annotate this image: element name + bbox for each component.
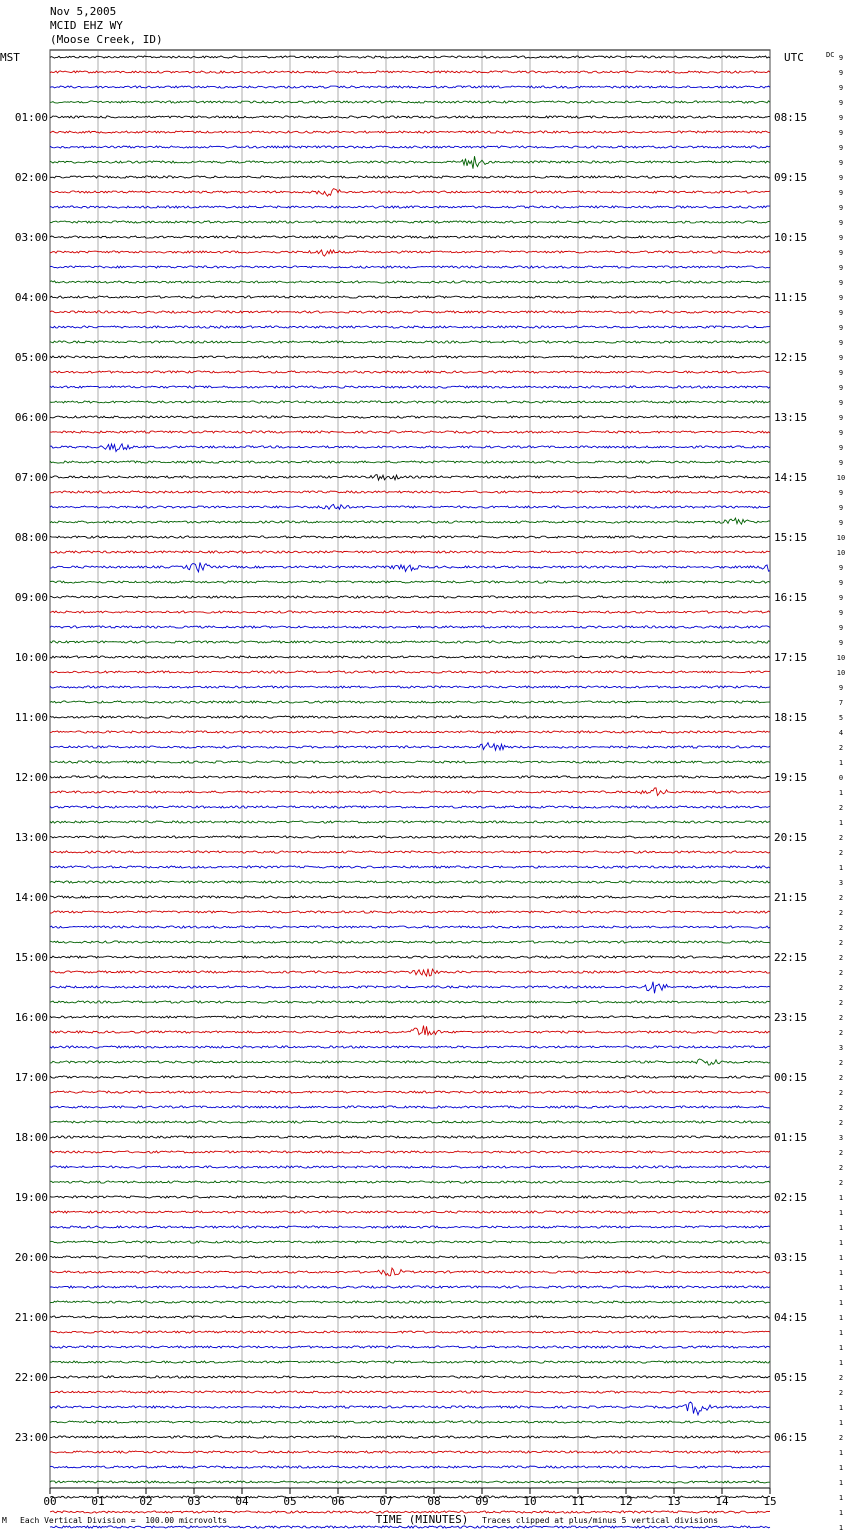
- trace-row: [50, 701, 770, 703]
- utc-hour-label: 00:15: [774, 1071, 808, 1084]
- utc-hour-label: 12:15: [774, 351, 808, 364]
- dc-offset-value: 2: [838, 744, 844, 752]
- right-timezone-label: UTC: [784, 51, 804, 64]
- dc-offset-value: 3: [838, 879, 844, 887]
- x-tick-label: 03: [187, 1495, 201, 1508]
- dc-offset-value: 1: [838, 1404, 844, 1412]
- dc-offset-value: 1: [838, 1494, 844, 1502]
- dc-offset-value: 9: [838, 504, 844, 512]
- mst-hour-label: 15:00: [14, 951, 48, 964]
- trace-row: [50, 1346, 770, 1348]
- trace-row: [50, 611, 770, 613]
- trace-row: [50, 1286, 770, 1288]
- utc-hour-label: 09:15: [774, 171, 808, 184]
- trace-row: [50, 671, 770, 673]
- utc-hour-label: 03:15: [774, 1251, 808, 1264]
- utc-hour-label: 14:15: [774, 471, 808, 484]
- trace-row: [50, 581, 770, 583]
- dc-offset-value: 10: [836, 474, 846, 482]
- trace-row: [50, 266, 770, 268]
- mst-hour-label: 09:00: [14, 591, 48, 604]
- dc-offset-value: 2: [838, 1104, 844, 1112]
- dc-offset-value: 1: [838, 1269, 844, 1277]
- header-location: (Moose Creek, ID): [50, 33, 163, 46]
- trace-row: [50, 1316, 770, 1318]
- dc-offset-value: 2: [838, 1374, 844, 1382]
- x-tick-label: 11: [571, 1495, 585, 1508]
- trace-row: [50, 281, 770, 283]
- x-axis-title: TIME (MINUTES): [375, 1513, 469, 1526]
- trace-row: [50, 1136, 770, 1138]
- header-date: Nov 5,2005: [50, 5, 117, 18]
- dc-offset-value: 9: [838, 519, 844, 527]
- mst-hour-label: 05:00: [14, 351, 48, 364]
- mst-hour-label: 16:00: [14, 1011, 48, 1024]
- trace-row: [50, 221, 770, 223]
- x-tick-label: 01: [91, 1495, 105, 1508]
- dc-offset-value: 9: [838, 489, 844, 497]
- dc-offset-value: 1: [838, 1464, 844, 1472]
- mst-hour-label: 06:00: [14, 411, 48, 424]
- trace-row: [50, 101, 770, 103]
- mst-hour-label: 07:00: [14, 471, 48, 484]
- trace-row: [50, 116, 770, 118]
- dc-offset-value: 2: [838, 969, 844, 977]
- trace-row: [50, 686, 770, 688]
- trace-row: [50, 56, 770, 58]
- trace-row: [50, 326, 770, 328]
- trace-row: [50, 551, 770, 553]
- utc-hour-label: 16:15: [774, 591, 808, 604]
- dc-offset-value: 4: [838, 729, 844, 737]
- trace-row: [50, 416, 770, 418]
- trace-row: [50, 296, 770, 298]
- trace-row: [50, 1076, 770, 1078]
- trace-row: [50, 1166, 770, 1168]
- trace-row: [50, 641, 770, 643]
- dc-offset-value: 9: [838, 309, 844, 317]
- x-tick-label: 15: [763, 1495, 777, 1508]
- dc-offset-value: 1: [838, 759, 844, 767]
- trace-row: [50, 743, 770, 751]
- trace-row: [50, 131, 770, 133]
- time-labels: [15, 54, 845, 1534]
- dc-offset-value: 2: [838, 924, 844, 932]
- utc-hour-label: 04:15: [774, 1311, 808, 1324]
- dc-offset-value: 1: [838, 1209, 844, 1217]
- left-timezone-label: MST: [0, 51, 20, 64]
- trace-row: [50, 1226, 770, 1228]
- trace-row: [50, 311, 770, 313]
- utc-hour-label: 21:15: [774, 891, 808, 904]
- dc-offset-value: 9: [838, 204, 844, 212]
- trace-row: [50, 189, 770, 197]
- trace-row: [50, 1481, 770, 1483]
- dc-offset-value: 2: [838, 1164, 844, 1172]
- dc-offset-value: 3: [838, 1044, 844, 1052]
- trace-row: [50, 1121, 770, 1123]
- dc-offset-value: 10: [836, 549, 846, 557]
- trace-row: [50, 444, 770, 452]
- trace-row: [50, 716, 770, 718]
- dc-offset-value: 0: [838, 774, 844, 782]
- dc-offset-value: 1: [838, 1419, 844, 1427]
- trace-row: [50, 969, 770, 976]
- mst-hour-label: 13:00: [14, 831, 48, 844]
- dc-offset-value: 9: [838, 444, 844, 452]
- dc-offset-value: 10: [836, 669, 846, 677]
- trace-row: [50, 806, 770, 808]
- trace-row: [50, 1436, 770, 1438]
- dc-offset-value: 10: [836, 654, 846, 662]
- utc-hour-label: 20:15: [774, 831, 808, 844]
- dc-offset-value: 9: [838, 354, 844, 362]
- mst-hour-label: 10:00: [14, 651, 48, 664]
- trace-row: [50, 1256, 770, 1258]
- trace-row: [50, 1211, 770, 1213]
- dc-offset-value: 9: [838, 339, 844, 347]
- trace-row: [50, 1059, 770, 1065]
- trace-row: [50, 788, 770, 796]
- trace-row: [50, 1026, 770, 1035]
- mst-hour-label: 02:00: [14, 171, 48, 184]
- trace-row: [50, 941, 770, 943]
- trace-row: [50, 1402, 770, 1415]
- trace-row: [50, 1331, 770, 1333]
- utc-hour-label: 05:15: [774, 1371, 808, 1384]
- mst-hour-label: 22:00: [14, 1371, 48, 1384]
- trace-row: [50, 1451, 770, 1453]
- dc-offset-value: 2: [838, 894, 844, 902]
- x-tick-label: 13: [667, 1495, 681, 1508]
- trace-row: [50, 475, 770, 481]
- utc-hour-label: 10:15: [774, 231, 808, 244]
- trace-row: [50, 356, 770, 358]
- dc-offset-value: 3: [838, 1134, 844, 1142]
- mst-hour-label: 11:00: [14, 711, 48, 724]
- dc-offset-value: 1: [838, 1224, 844, 1232]
- x-tick-label: 09: [475, 1495, 489, 1508]
- dc-offset-value: 2: [838, 804, 844, 812]
- trace-row: [50, 1466, 770, 1468]
- dc-offset-value: 2: [838, 834, 844, 842]
- dc-offset-value: 1: [838, 1299, 844, 1307]
- dc-label: DC: [826, 51, 835, 59]
- utc-hour-label: 22:15: [774, 951, 808, 964]
- header-station: MCID EHZ WY: [50, 19, 123, 32]
- trace-row: [50, 504, 770, 509]
- clip-note: Traces clipped at plus/minus 5 vertical divisions: [482, 1516, 719, 1525]
- dc-offset-value: 2: [838, 1389, 844, 1397]
- trace-row: [50, 341, 770, 343]
- trace-row: [50, 982, 770, 994]
- dc-offset-value: 1: [838, 1344, 844, 1352]
- trace-row: [50, 1106, 770, 1108]
- trace-row: [50, 146, 770, 148]
- dc-offset-value: 2: [838, 984, 844, 992]
- dc-offset-value: 1: [838, 1449, 844, 1457]
- dc-offset-value: 2: [838, 1029, 844, 1037]
- utc-hour-label: 18:15: [774, 711, 808, 724]
- trace-row: [50, 836, 770, 838]
- dc-offset-value: 1: [838, 1524, 844, 1532]
- dc-offset-value: 9: [838, 684, 844, 692]
- x-tick-label: 00: [43, 1495, 57, 1508]
- trace-row: [50, 851, 770, 853]
- dc-offset-value: 9: [838, 294, 844, 302]
- dc-offset-value: 9: [838, 384, 844, 392]
- trace-row: [50, 731, 770, 733]
- trace-row: [50, 1391, 770, 1393]
- dc-offset-value: 9: [838, 594, 844, 602]
- dc-offset-value: 9: [838, 579, 844, 587]
- dc-offset-value: 9: [838, 564, 844, 572]
- dc-offset-value: 2: [838, 1089, 844, 1097]
- trace-row: [50, 401, 770, 403]
- dc-offset-value: 2: [838, 1074, 844, 1082]
- utc-hour-label: 13:15: [774, 411, 808, 424]
- dc-offset-value: 1: [838, 1359, 844, 1367]
- x-tick-label: 07: [379, 1495, 393, 1508]
- dc-offset-value: 2: [838, 939, 844, 947]
- x-tick-label: 14: [715, 1495, 729, 1508]
- dc-offset-value: 1: [838, 1239, 844, 1247]
- trace-row: [50, 431, 770, 433]
- dc-offset-value: 2: [838, 849, 844, 857]
- trace-row: [50, 896, 770, 898]
- trace-row: [50, 911, 770, 913]
- dc-offset-value: 2: [838, 999, 844, 1007]
- dc-offset-value: 1: [838, 1314, 844, 1322]
- corner-mark: M: [2, 1516, 7, 1525]
- dc-offset-value: 9: [838, 69, 844, 77]
- utc-hour-label: 02:15: [774, 1191, 808, 1204]
- utc-hour-label: 11:15: [774, 291, 808, 304]
- trace-row: [50, 386, 770, 388]
- trace-row: [50, 250, 770, 256]
- x-tick-label: 06: [331, 1495, 345, 1508]
- x-tick-label: 10: [523, 1495, 537, 1508]
- trace-row: [50, 626, 770, 628]
- dc-offset-value: 5: [838, 714, 844, 722]
- utc-hour-label: 06:15: [774, 1431, 808, 1444]
- trace-row: [50, 956, 770, 958]
- trace-row: [50, 881, 770, 883]
- trace-row: [50, 371, 770, 373]
- dc-offset-value: 9: [838, 609, 844, 617]
- mst-hour-label: 08:00: [14, 531, 48, 544]
- trace-row: [50, 776, 770, 778]
- dc-offset-value: 9: [838, 144, 844, 152]
- x-tick-label: 05: [283, 1495, 297, 1508]
- trace-row: [50, 1016, 770, 1018]
- trace-row: [50, 562, 770, 571]
- utc-hour-label: 17:15: [774, 651, 808, 664]
- trace-row: [50, 1526, 770, 1528]
- dc-offset-value: 9: [838, 234, 844, 242]
- trace-row: [50, 1361, 770, 1363]
- dc-offset-value: 2: [838, 1059, 844, 1067]
- mst-hour-label: 20:00: [14, 1251, 48, 1264]
- trace-row: [50, 656, 770, 658]
- trace-row: [50, 461, 770, 463]
- trace-row: [50, 156, 770, 168]
- trace-row: [50, 1196, 770, 1198]
- trace-row: [50, 1091, 770, 1093]
- trace-row: [50, 536, 770, 538]
- dc-offset-value: 2: [838, 1119, 844, 1127]
- mst-hour-label: 12:00: [14, 771, 48, 784]
- dc-offset-value: 1: [838, 789, 844, 797]
- dc-offset-value: 9: [838, 369, 844, 377]
- mst-hour-label: 18:00: [14, 1131, 48, 1144]
- x-tick-label: 12: [619, 1495, 633, 1508]
- dc-offset-value: 10: [836, 534, 846, 542]
- dc-offset-value: 2: [838, 954, 844, 962]
- mst-hour-label: 01:00: [14, 111, 48, 124]
- dc-offset-value: 1: [838, 1254, 844, 1262]
- trace-row: [50, 1181, 770, 1183]
- trace-row: [50, 176, 770, 178]
- dc-offset-value: 9: [838, 84, 844, 92]
- trace-row: [50, 866, 770, 868]
- trace-row: [50, 596, 770, 598]
- trace-row: [50, 1421, 770, 1423]
- trace-row: [50, 926, 770, 928]
- dc-offset-value: 9: [838, 459, 844, 467]
- trace-row: [50, 1241, 770, 1243]
- dc-offset-value: 1: [838, 864, 844, 872]
- dc-offset-value: 1: [838, 819, 844, 827]
- dc-offset-value: 9: [838, 264, 844, 272]
- trace-row: [50, 1496, 770, 1498]
- dc-offset-value: 2: [838, 1179, 844, 1187]
- seismic-traces: [50, 56, 770, 1534]
- trace-row: [50, 1376, 770, 1378]
- trace-row: [50, 1151, 770, 1153]
- dc-offset-value: 9: [838, 99, 844, 107]
- utc-hour-label: 08:15: [774, 111, 808, 124]
- trace-row: [50, 518, 770, 524]
- dc-offset-value: 9: [838, 279, 844, 287]
- dc-offset-value: 9: [838, 249, 844, 257]
- trace-row: [50, 71, 770, 73]
- dc-offset-value: 7: [838, 699, 844, 707]
- dc-offset-value: 1: [838, 1329, 844, 1337]
- utc-hour-label: 19:15: [774, 771, 808, 784]
- scale-note: Each Vertical Division = 100.00 microvolts: [20, 1516, 228, 1525]
- trace-row: [50, 236, 770, 238]
- dc-offset-value: 9: [838, 324, 844, 332]
- trace-row: [50, 821, 770, 823]
- dc-offset-value: 9: [838, 414, 844, 422]
- mst-hour-label: 03:00: [14, 231, 48, 244]
- dc-offset-value: 2: [838, 909, 844, 917]
- trace-row: [50, 491, 770, 493]
- dc-offset-value: 2: [838, 1149, 844, 1157]
- mst-hour-label: 04:00: [14, 291, 48, 304]
- dc-offset-value: 2: [838, 1434, 844, 1442]
- x-tick-label: 02: [139, 1495, 153, 1508]
- utc-hour-label: 23:15: [774, 1011, 808, 1024]
- mst-hour-label: 19:00: [14, 1191, 48, 1204]
- mst-hour-label: 21:00: [14, 1311, 48, 1324]
- dc-offset-value: 9: [838, 624, 844, 632]
- mst-hour-label: 23:00: [14, 1431, 48, 1444]
- trace-row: [50, 1268, 770, 1276]
- dc-offset-value: 9: [838, 54, 844, 62]
- dc-offset-value: 9: [838, 399, 844, 407]
- dc-offset-value: 1: [838, 1284, 844, 1292]
- dc-offset-value: 1: [838, 1194, 844, 1202]
- trace-row: [50, 1001, 770, 1003]
- trace-row: [50, 1301, 770, 1303]
- trace-row: [50, 206, 770, 208]
- dc-offset-value: 9: [838, 129, 844, 137]
- trace-row: [50, 1046, 770, 1048]
- trace-row: [50, 86, 770, 88]
- dc-offset-value: 1: [838, 1479, 844, 1487]
- dc-offset-value: 9: [838, 219, 844, 227]
- mst-hour-label: 17:00: [14, 1071, 48, 1084]
- dc-offset-value: 2: [838, 1014, 844, 1022]
- dc-offset-value: 9: [838, 429, 844, 437]
- mst-hour-label: 14:00: [14, 891, 48, 904]
- x-tick-label: 08: [427, 1495, 441, 1508]
- dc-offset-value: 9: [838, 159, 844, 167]
- utc-hour-label: 15:15: [774, 531, 808, 544]
- utc-hour-label: 01:15: [774, 1131, 808, 1144]
- dc-offset-value: 1: [838, 1509, 844, 1517]
- trace-row: [50, 761, 770, 763]
- dc-offset-value: 9: [838, 189, 844, 197]
- x-tick-label: 04: [235, 1495, 249, 1508]
- dc-offset-value: 9: [838, 114, 844, 122]
- dc-offset-value: 9: [838, 174, 844, 182]
- dc-offset-value: 9: [838, 639, 844, 647]
